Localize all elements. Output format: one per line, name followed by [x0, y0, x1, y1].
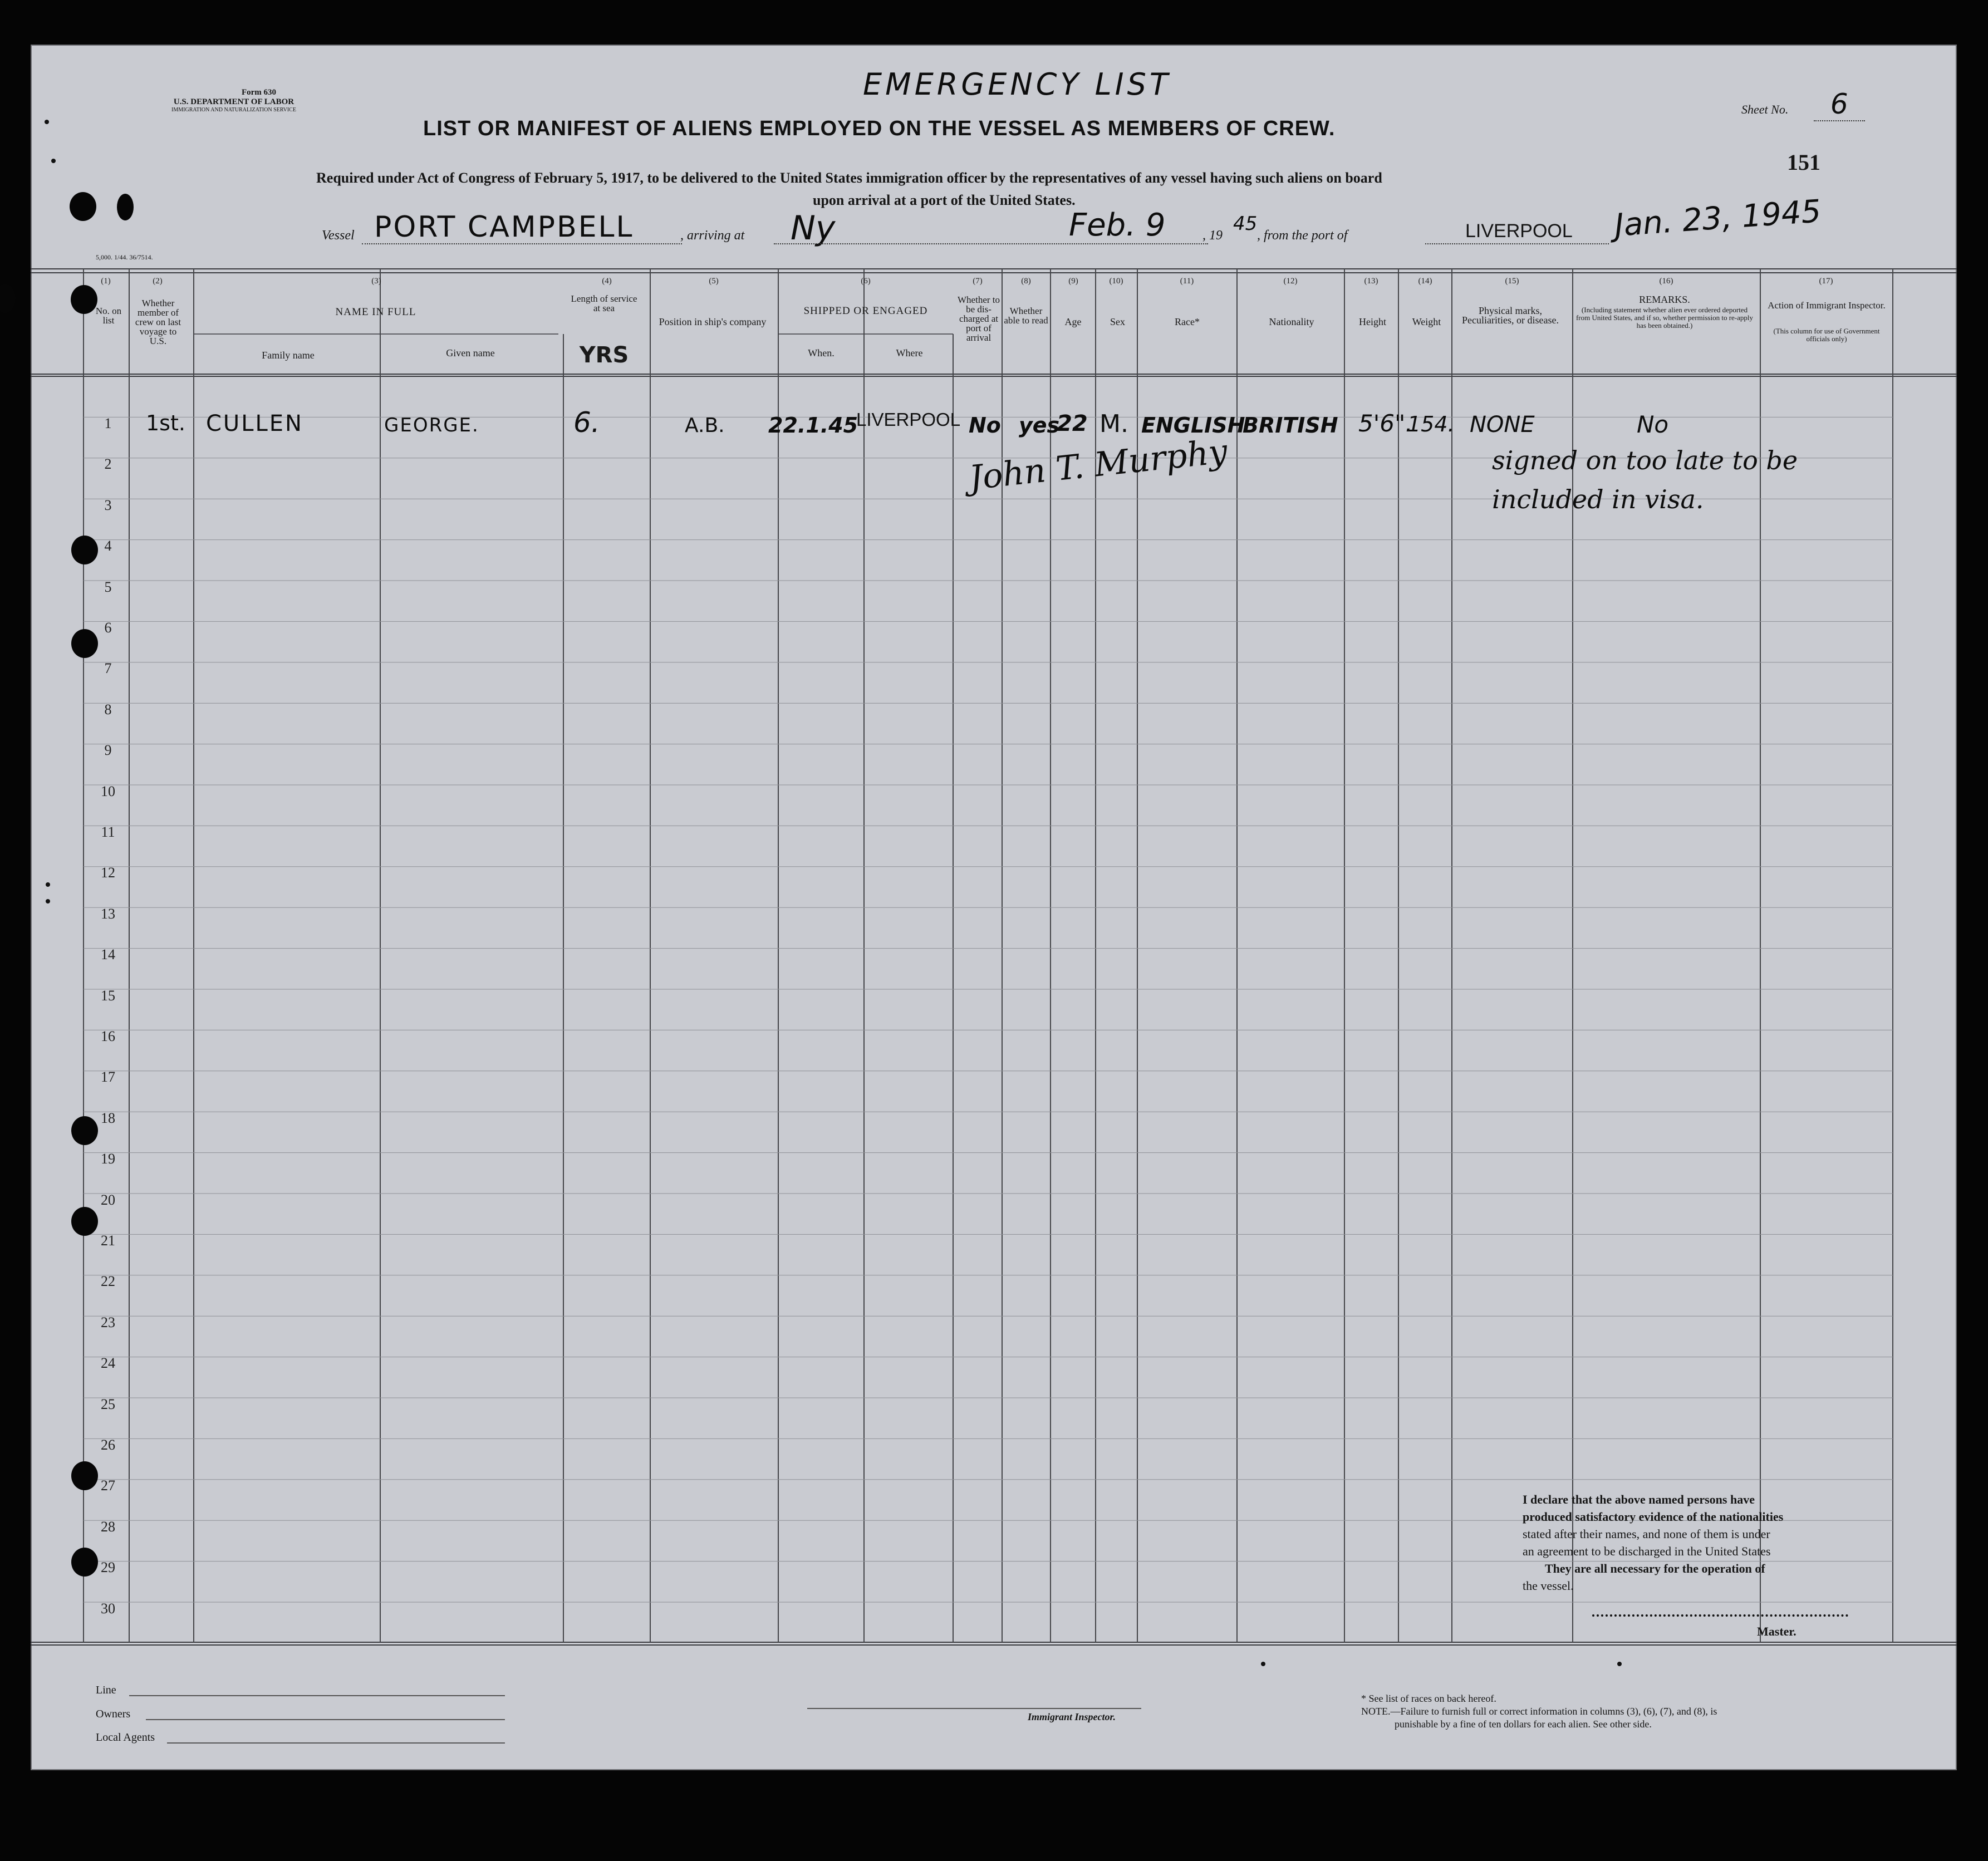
row-number: 26	[101, 1437, 115, 1453]
footer-owners-label: Owners	[96, 1708, 131, 1720]
from-port-label: , from the port of	[1257, 228, 1348, 243]
col-sex: Sex	[1110, 316, 1125, 327]
speck	[46, 882, 50, 887]
col-inspector-note: (This column for use of Government officials only)	[1773, 327, 1880, 343]
row-number: 15	[101, 987, 115, 1004]
row-number: 20	[101, 1191, 115, 1208]
punch-hole	[71, 285, 97, 314]
declaration-line-4: an agreement to be discharged in the United States	[1523, 1544, 1771, 1558]
stamp-number: 151	[1787, 150, 1820, 175]
row-number: 7	[104, 660, 112, 677]
footer-agents-label: Local Agents	[96, 1731, 155, 1744]
sheet-label: Sheet No.	[1741, 102, 1789, 116]
declaration-line-6: the vessel.	[1523, 1579, 1574, 1593]
entry-position: A.B.	[685, 414, 725, 437]
column-number: (12)	[1283, 277, 1298, 286]
col-physical-marks: Physical marks, Peculiarities, or disease.	[1462, 305, 1559, 326]
col-when: When.	[808, 347, 835, 359]
arrival-year: 45	[1233, 213, 1258, 235]
col-position: Position in ship's company	[659, 316, 767, 327]
departure-date: Jan. 23, 1945	[1613, 193, 1823, 244]
column-number: (5)	[709, 277, 719, 286]
declaration-line-3: stated after their names, and none of them is under	[1523, 1527, 1770, 1541]
row-number: 17	[101, 1069, 115, 1086]
immigrant-inspector-label: Immigrant Inspector.	[1028, 1711, 1116, 1722]
column-number: (11)	[1180, 277, 1194, 286]
entry-nationality: BRITISH	[1243, 413, 1338, 438]
entry-age: 22	[1057, 411, 1088, 436]
row-number: 24	[101, 1355, 115, 1372]
speck	[1261, 1662, 1265, 1666]
row-number: 18	[101, 1109, 115, 1126]
print-code: 5,000. 1/44. 36/7514.	[96, 253, 153, 261]
department-name: U.S. DEPARTMENT OF LABOR	[173, 97, 294, 106]
col-where: Where	[896, 347, 923, 359]
column-number: (3)	[371, 277, 381, 286]
punch-hole	[117, 194, 134, 220]
col-nationality: Nationality	[1269, 316, 1314, 327]
entry-shipped-where: LIVERPOOL	[856, 409, 961, 430]
row-number: 19	[101, 1151, 115, 1167]
column-number: (6)	[861, 277, 871, 286]
entry-sex: M.	[1099, 410, 1128, 438]
year-prefix: , 19	[1202, 228, 1223, 243]
footer-note-2: punishable by a fine of ten dollars for each alien. See other side.	[1395, 1718, 1652, 1730]
entry-race: ENGLISH	[1141, 413, 1245, 438]
vessel-name: PORT CAMPBELL	[374, 210, 634, 244]
master-label: Master.	[1757, 1624, 1796, 1638]
entry-service: 6.	[573, 406, 600, 439]
page-subtitle-2: upon arrival at a port of the United States.	[813, 192, 1076, 208]
col-weight: Weight	[1412, 316, 1441, 327]
row-number: 11	[101, 824, 115, 840]
row-number: 22	[101, 1273, 115, 1290]
page-title: LIST OR MANIFEST OF ALIENS EMPLOYED ON THE VESSEL AS MEMBERS OF CREW.	[423, 117, 1336, 140]
row-number: 25	[101, 1396, 115, 1412]
punch-hole	[71, 629, 98, 658]
speck	[1617, 1662, 1622, 1666]
row-number: 28	[101, 1518, 115, 1535]
row-number: 30	[101, 1600, 115, 1617]
punch-hole	[71, 1461, 98, 1490]
row-number: 29	[101, 1559, 115, 1576]
races-note: * See list of races on back hereof.	[1361, 1693, 1496, 1704]
form-number: Form 630	[241, 88, 277, 97]
entry-remarks: No	[1637, 411, 1669, 438]
entry-discharged: No	[969, 413, 1001, 438]
speck	[51, 159, 56, 163]
vessel-label: Vessel	[322, 228, 355, 243]
declaration-line-5: They are all necessary for the operation of	[1545, 1562, 1765, 1575]
row-number: 13	[101, 905, 115, 922]
col-no-on-list: No. on list	[95, 306, 122, 326]
column-number: (15)	[1505, 277, 1519, 286]
column-number: (13)	[1364, 277, 1378, 286]
col-length-service-unit: YRS	[579, 342, 629, 368]
row-number: 5	[104, 578, 112, 595]
entry-last-voyage: 1st.	[146, 411, 185, 435]
row-number: 1	[104, 415, 112, 431]
column-number: (7)	[973, 277, 983, 286]
column-number: (2)	[153, 277, 163, 286]
punch-hole	[70, 192, 96, 221]
col-length-service: Length of service at sea	[571, 293, 637, 313]
column-number: (9)	[1068, 277, 1078, 286]
entry-height: 5'6".	[1358, 410, 1413, 437]
col-given-name: Given name	[446, 347, 495, 359]
row-number: 23	[101, 1314, 115, 1330]
row-number: 27	[101, 1477, 115, 1494]
speck	[46, 899, 50, 904]
footer-line-label: Line	[96, 1684, 116, 1696]
column-number: (1)	[101, 277, 111, 286]
col-race: Race*	[1175, 316, 1200, 327]
row-number: 4	[104, 538, 112, 554]
col-height: Height	[1359, 316, 1386, 327]
entry-signature: John T. Murphy	[967, 431, 1229, 498]
col-family-name: Family name	[262, 350, 315, 361]
col-shipped-engaged: SHIPPED OR ENGAGED	[803, 305, 928, 317]
column-number: (8)	[1021, 277, 1031, 286]
page-subtitle: Required under Act of Congress of February 5, 1917, to be delivered to the United States immigration officer by the representatives of any vessel having such aliens on board	[316, 170, 1382, 186]
row-number: 8	[104, 701, 112, 718]
entry-physical-marks: NONE	[1470, 412, 1535, 438]
row-number: 16	[101, 1028, 115, 1044]
handwritten-title: EMERGENCY LIST	[863, 67, 1171, 102]
entry-given-name: GEORGE.	[384, 414, 479, 436]
row-number: 9	[104, 742, 112, 759]
column-number: (14)	[1418, 277, 1432, 286]
column-number: (17)	[1819, 277, 1833, 286]
row-number: 12	[101, 865, 115, 881]
punch-hole	[71, 536, 98, 564]
entry-able-to-read: yes	[1019, 413, 1060, 438]
row-number: 2	[104, 456, 112, 473]
declaration-line-2: produced satisfactory evidence of the nationalities	[1523, 1510, 1784, 1524]
punch-hole	[71, 1116, 98, 1145]
punch-hole	[71, 1207, 98, 1236]
row-number: 21	[101, 1233, 115, 1249]
entry-family-name: CULLEN	[206, 411, 303, 436]
col-discharged: Whether to be dis-charged at port of arrival	[958, 294, 1000, 343]
arrival-date: Feb. 9	[1069, 207, 1166, 243]
col-remarks-note: (Including statement whether alien ever ordered deported from United States, and if so, whether permission to re-apply has been obtained.)	[1575, 306, 1754, 330]
col-age: Age	[1064, 316, 1082, 327]
sheet-number: 6	[1814, 88, 1865, 121]
arriving-port: Ny	[791, 209, 836, 248]
entry-weight: 154.	[1407, 412, 1455, 436]
row-number: 10	[101, 783, 115, 799]
service-name: IMMIGRATION AND NATURALIZATION SERVICE	[171, 107, 296, 113]
col-remarks: REMARKS.	[1639, 294, 1690, 305]
column-number: (10)	[1109, 277, 1123, 286]
entry-shipped-when: 22.1.45	[768, 413, 858, 438]
entry-remark-note: signed on too late to be included in visa.	[1492, 445, 1798, 514]
column-number: (4)	[602, 277, 612, 286]
row-number: 3	[104, 497, 112, 513]
row-number: 14	[101, 946, 115, 963]
punch-hole	[71, 1548, 98, 1577]
declaration-line-1: I declare that the above named persons have	[1523, 1492, 1755, 1506]
from-port: LIVERPOOL	[1465, 220, 1573, 242]
row-number: 6	[104, 620, 112, 636]
column-number: (16)	[1659, 277, 1673, 286]
col-last-voyage: Whether member of crew on last voyage to U.S.	[135, 298, 181, 346]
arriving-label: , arriving at	[680, 228, 745, 243]
col-able-to-read: Whether able to read	[1004, 306, 1048, 326]
speck	[45, 120, 49, 124]
col-name-in-full: NAME IN FULL	[335, 306, 416, 318]
col-inspector-action: Action of Immigrant Inspector.	[1768, 300, 1886, 311]
footer-note-1: NOTE.—Failure to furnish full or correct information in columns (3), (6), (7), and (8), is	[1361, 1706, 1717, 1717]
